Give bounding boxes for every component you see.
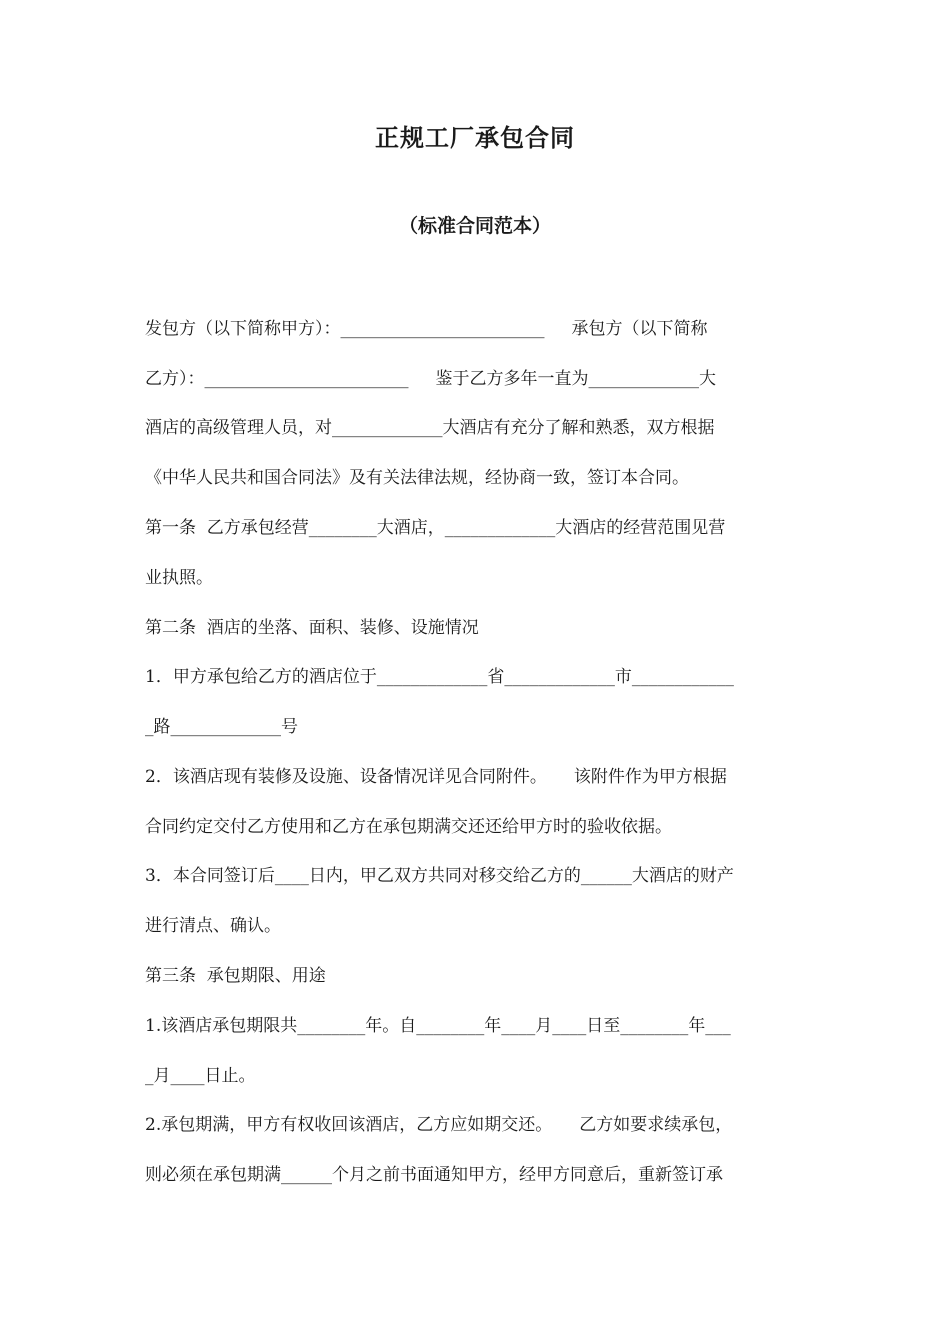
body-line: _路_____________号 [145, 717, 298, 737]
body-line: 2.承包期满，甲方有权收回该酒店，乙方应如期交还。 乙方如要求续承包， [145, 1115, 733, 1135]
body-line: 合同约定交付乙方使用和乙方在承包期满交还还给甲方时的验收依据。 [145, 817, 672, 837]
body-line: 进行清点、确认。 [145, 916, 281, 936]
body-line: 1.该酒店承包期限共________年。自________年____月____日至________年___ [145, 1016, 731, 1036]
body-line: 第三条 承包期限、用途 [145, 966, 326, 986]
body-line: 第一条 乙方承包经营________大酒店，_____________大酒店的经营范围见营 [145, 518, 726, 538]
body-line: 业执照。 [145, 568, 213, 588]
body-line: 酒店的高级管理人员，对_____________大酒店有充分了解和熟悉，双方根据 [145, 418, 715, 438]
body-line: 2．该酒店现有装修及设施、设备情况详见合同附件。 该附件作为甲方根据 [145, 767, 727, 787]
body-line: 乙方）：________________________ 鉴于乙方多年一直为_____________大 [145, 369, 717, 389]
body-line: 《中华人民共和国合同法》及有关法律法规，经协商一致，签订本合同。 [145, 468, 689, 488]
document-title: 正规工厂承包合同 [375, 124, 575, 152]
body-line: 发包方（以下简称甲方）：________________________ 承包方（以下简称 [145, 319, 708, 339]
body-line: _月____日止。 [145, 1066, 256, 1086]
body-line: 第二条 酒店的坐落、面积、装修、设施情况 [145, 618, 479, 638]
document-subtitle: （标准合同范本） [398, 215, 551, 237]
body-line: 则必须在承包期满______个月之前书面通知甲方，经甲方同意后，重新签订承 [145, 1165, 723, 1185]
body-line: 1．甲方承包给乙方的酒店位于_____________省_____________市____________ [145, 667, 734, 687]
body-line: 3．本合同签订后____日内，甲乙双方共同对移交给乙方的______大酒店的财产 [145, 866, 734, 886]
